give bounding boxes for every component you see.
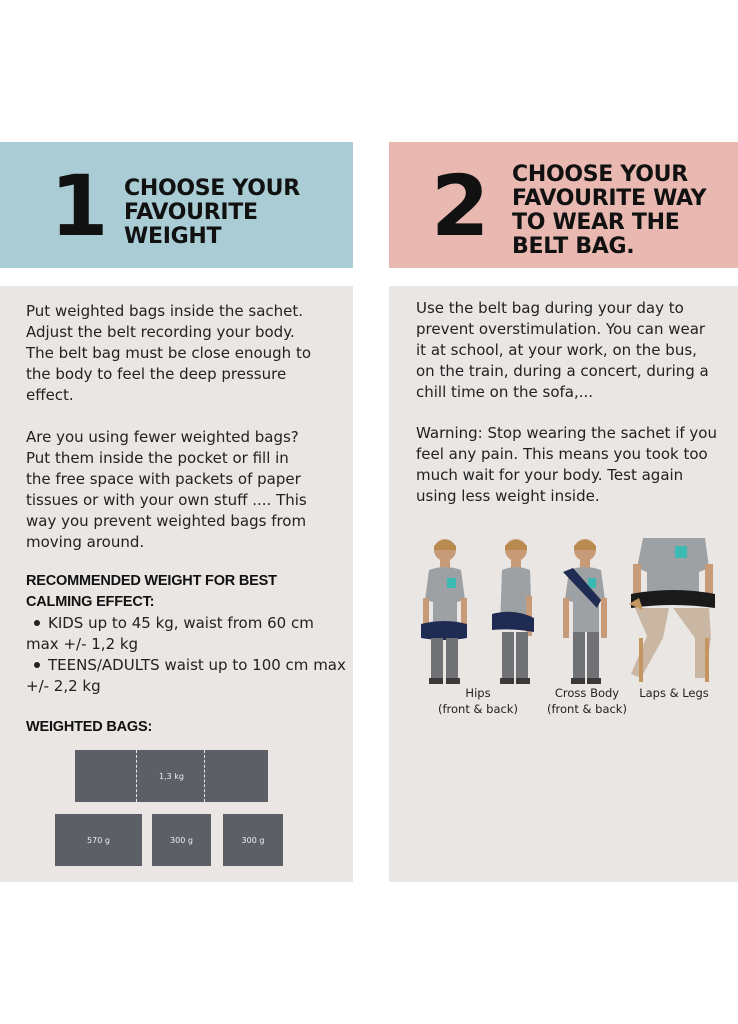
caption-laps-legs: Laps & Legs (639, 686, 709, 700)
list-item (26, 655, 346, 697)
bag-divider (136, 750, 137, 802)
caption-cross-body: Cross Body (front & back) (547, 686, 627, 716)
list-item (26, 613, 346, 655)
hips-front-photo (413, 538, 475, 686)
step1-title: CHOOSE YOUR FAVOURITE WEIGHT (124, 176, 300, 249)
weighted-bag-label: 300 g (170, 835, 193, 845)
weighted-bag-label: 570 g (87, 835, 110, 845)
step2-header (389, 142, 738, 268)
cross-body-photo (561, 538, 613, 686)
laps-legs-photo (629, 538, 717, 686)
weighted-bag-label: 300 g (241, 835, 265, 845)
step1-paragraph-2: Are you using fewer weighted bags? Put them inside the pocket or fill in the free space with packets of paper tissues or with your own stuff .... This way you prevent weighted bags from moving around. (26, 428, 307, 551)
weighted-bags-heading: WEIGHTED BAGS: (26, 719, 153, 735)
weighted-bag-large (75, 750, 268, 802)
bullet-icon (34, 620, 40, 626)
step2-panel (389, 286, 738, 882)
caption-hips: Hips (front & back) (438, 686, 518, 716)
weighted-bag-large-label: 1,3 kg (159, 771, 184, 781)
step1-paragraph-1: Put weighted bags inside the sachet. Adjust the belt recording your body. The belt bag must be close enough to the body to feel the deep pressure effect. (26, 302, 312, 404)
hips-back-photo (490, 538, 538, 686)
bullet-icon (34, 662, 40, 668)
step2-paragraph-2: Warning: Stop wearing the sachet if you feel any pain. This means you took too much wait for your body. Test again using less weight inside. (416, 424, 717, 505)
weighted-bag-300-a (152, 814, 211, 866)
bullet-text: KIDS up to 45 kg, waist from 60 cm max +/- 1,2 kg (26, 614, 314, 653)
step2-paragraph-1: Use the belt bag during your day to prevent overstimulation. You can wear it at school, at your work, on the bus, on the train, during a concert, during a chill time on the sofa,... (416, 299, 709, 401)
step1-panel (0, 286, 353, 882)
weighted-bag-300-b (223, 814, 283, 866)
weighted-bag-570 (55, 814, 142, 866)
step2-number: 2 (431, 157, 490, 255)
step1-header (0, 142, 353, 268)
step2-title: CHOOSE YOUR FAVOURITE WAY TO WEAR THE BELT BAG. (512, 162, 707, 259)
step1-number: 1 (50, 157, 109, 255)
bag-divider (204, 750, 205, 802)
recommended-weight-heading: RECOMMENDED WEIGHT FOR BEST CALMING EFFECT: (26, 573, 277, 610)
recommended-weight-list (26, 613, 346, 697)
bullet-text: TEENS/ADULTS waist up to 100 cm max +/- 2,2 kg (26, 656, 346, 695)
